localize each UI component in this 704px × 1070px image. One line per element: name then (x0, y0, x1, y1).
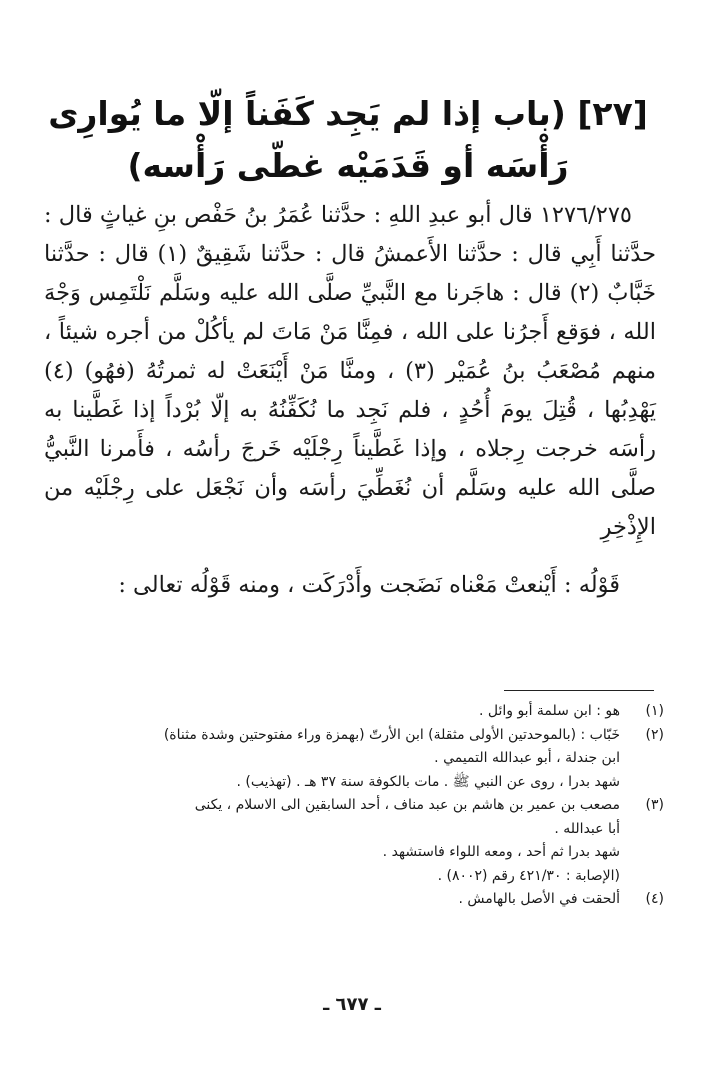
page-number: ـ ٦٧٧ ـ (323, 994, 381, 1015)
footnote-1 (40, 700, 664, 724)
footnotes (40, 700, 664, 912)
footnote-2 (40, 724, 664, 795)
footnote-number: (٣) (645, 797, 664, 813)
hadith-paragraph: ١٢٧٦/٢٧٥ قال أبو عبدِ اللهِ : حدَّثنا عُمَرُ بنُ حَفْص بنِ غياثٍ قال : حدَّثنا أَبِي قال : حدَّثنا الأَعمشُ قال : حدَّثنا شَقِيقٌ (١) قال : حدَّثنا خَبَّابٌ (٢) قال : هاجَرنا مع النَّبيِّ صلَّى الله عليه وسَلَّم نَلْتَمِس وَجْهَ الله ، فوَقع أَجرُنا على الله ، فمِنَّا مَنْ مَاتَ لم يأكُلْ من أجره شيئاً ، منهم مُصْعَبُ بنُ عُمَيْر (٣) ، ومنَّا مَنْ أَيْنَعَتْ له ثمرتُهُ (فهُو) (٤) يَهْدِبُها ، قُتِلَ يومَ أُحُدٍ ، فلم نَجِد ما نُكَفِّنُهُ به إلّا بُرْداً إذا غَطَّينا به رأسَه خرجت رِجلاه ، وإذا غَطَّيناً رِجْلَيْه خَرجَ رأسُه ، فأَمرنا النَّبيُّ صلَّى الله عليه وسَلَّم أن نُغَطِّيَ رأسَه وأن نَجْعَل على رِجْلَيْه من الإِذْخِرِ (44, 202, 656, 540)
footnote-number: (٤) (645, 891, 664, 907)
footnote-4 (40, 888, 664, 912)
footnote-line: شهد بدرا ثم أحد ، ومعه اللواء فاستشهد . (382, 844, 620, 860)
footnote-line: أبا عبدالله . (554, 820, 620, 837)
footnote-line: خَبّاب : (بالموحدتين الأولى مثقلة) ابن الأرتّ (بهمزة وراء مفتوحتين وشدة مثناة) (163, 726, 620, 743)
footnote-number: (١) (645, 703, 664, 719)
footnote-3 (40, 794, 664, 888)
footnote-line: (الإصابة : ٤٢١/٣٠ رقم (٨٠٠٢) . (437, 867, 620, 884)
footnote-line: ألحقت في الأصل بالهامش . (458, 891, 620, 907)
footnote-line: هو : ابن سلمة أبو وائل . (478, 703, 620, 719)
chapter-title: [٢٧] (باب إذا لم يَجِد كَفَناً إلّا ما يُوارِى رَأْسَه أو قَدَمَيْه غطّى رَأْسه) (48, 94, 648, 185)
footnote-number: (٢) (645, 726, 664, 743)
footnote-separator (504, 690, 654, 691)
commentary-text: قَوْلُه : أَيْنعتْ مَعْناه نَضَجت وأَدْرَكَت ، ومنه قَوْلُه تعالى : (118, 572, 620, 598)
footnote-line: مصعب بن عمير بن هاشم بن عبد مناف ، أحد السابقين الى الاسلام ، يكنى (194, 797, 620, 813)
footnote-line: ابن جندلة ، أبو عبدالله التميمي . (434, 750, 620, 766)
footnote-line: شهد بدرا ، روى عن النبي ﷺ . مات بالكوفة سنة ٣٧ هـ . (تهذيب) . (236, 773, 620, 790)
hadith-text-block (44, 196, 656, 547)
